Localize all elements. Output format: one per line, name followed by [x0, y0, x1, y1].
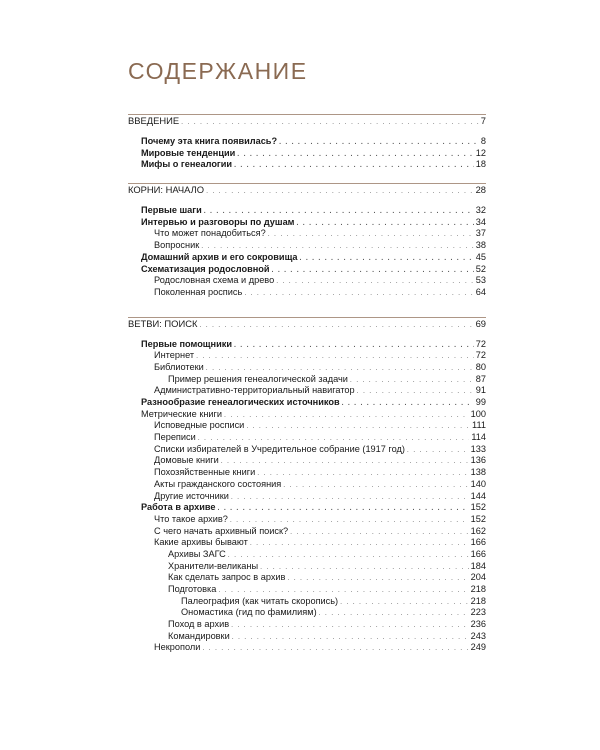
- leader-dots: [231, 492, 469, 504]
- leader-dots: [272, 265, 474, 277]
- leader-dots: [342, 398, 474, 410]
- toc-entry-title: Архивы ЗАГС: [168, 548, 226, 559]
- toc-entry-title: Интернет: [154, 350, 195, 361]
- toc-entry-title: Пример решения генеалогической задачи: [168, 373, 348, 384]
- leader-dots: [296, 218, 473, 230]
- toc-part-roots[interactable]: [128, 184, 486, 196]
- toc-entry-page: 34: [475, 216, 486, 227]
- leader-dots: [244, 288, 473, 300]
- leader-dots: [350, 375, 474, 387]
- toc-entry-title: Первые помощники: [141, 338, 233, 349]
- leader-dots: [232, 632, 469, 644]
- toc-entry-page: 100: [470, 408, 486, 419]
- toc-entry[interactable]: [128, 619, 486, 631]
- section-divider: [128, 183, 486, 184]
- toc-entry-title: Метрические книги: [141, 408, 223, 419]
- toc-entry[interactable]: [128, 467, 486, 479]
- toc-part-intro[interactable]: [128, 115, 486, 127]
- leader-dots: [234, 340, 474, 352]
- leader-dots: [279, 137, 479, 149]
- leader-dots: [340, 597, 469, 609]
- leader-dots: [357, 386, 474, 398]
- toc-entry[interactable]: [128, 275, 486, 287]
- toc-entry-title: Списки избирателей в Учредительное собрание (1917 год): [154, 443, 405, 454]
- toc-entry-title: КОРНИ: НАЧАЛО: [128, 184, 205, 196]
- leader-dots: [237, 149, 473, 161]
- toc-entry[interactable]: [128, 631, 486, 643]
- toc-entry[interactable]: [128, 136, 486, 148]
- toc-entry-page: 69: [475, 317, 486, 329]
- toc-entry-title: Библиотеки: [154, 361, 204, 372]
- toc-entry[interactable]: [128, 397, 486, 409]
- table-of-contents: [128, 114, 486, 654]
- toc-entry-title: Почему эта книга появилась?: [141, 136, 278, 146]
- leader-dots: [407, 445, 469, 457]
- toc-entry-page: 162: [470, 525, 486, 536]
- toc-entry[interactable]: [128, 409, 486, 421]
- toc-entry-page: 38: [475, 240, 486, 251]
- toc-entry-title: Некрополи: [154, 642, 201, 653]
- toc-entry[interactable]: [128, 339, 486, 351]
- toc-entry-page: 166: [470, 537, 486, 548]
- toc-entry[interactable]: [128, 596, 486, 608]
- leader-dots: [181, 117, 479, 129]
- toc-entry[interactable]: [128, 642, 486, 654]
- toc-entry[interactable]: [128, 502, 486, 514]
- toc-part-branches[interactable]: [128, 318, 486, 330]
- toc-entry-title: Интервью и разговоры по душам: [141, 216, 295, 227]
- toc-entry-page: 204: [470, 572, 486, 583]
- toc-entry-title: Подготовка: [168, 584, 217, 594]
- toc-entry-title: Поколенная роспись: [154, 286, 243, 297]
- toc-entry-page: 52: [475, 263, 486, 274]
- toc-entry-page: 138: [470, 467, 486, 478]
- toc-entry-page: 166: [470, 548, 486, 559]
- leader-dots: [319, 608, 469, 620]
- toc-entry[interactable]: [128, 491, 486, 503]
- toc-entry[interactable]: [128, 264, 486, 276]
- toc-entry-page: 64: [475, 286, 486, 297]
- toc-entry-title: Родословная схема и древо: [154, 275, 275, 286]
- toc-entry-page: 28: [475, 184, 486, 196]
- leader-dots: [257, 468, 468, 480]
- toc-entry-title: Командировки: [168, 630, 230, 641]
- page-title: СОДЕРЖАНИЕ: [128, 58, 308, 84]
- toc-entry-page: 114: [471, 432, 486, 443]
- toc-entry-page: 8: [480, 136, 486, 146]
- toc-entry[interactable]: [128, 455, 486, 467]
- toc-entry-title: Домашний архив и его сокровища: [141, 251, 298, 262]
- toc-entry-title: Другие источники: [154, 490, 229, 501]
- toc-entry[interactable]: [128, 420, 486, 432]
- toc-entry-title: Административно-территориальный навигатор: [154, 385, 355, 396]
- toc-entry-page: 32: [475, 205, 486, 216]
- toc-entry-title: Поход в архив: [168, 619, 230, 630]
- toc-entry[interactable]: [128, 287, 486, 299]
- toc-entry-page: 91: [475, 385, 486, 396]
- toc-entry-page: 80: [475, 361, 486, 372]
- toc-entry-page: 45: [475, 251, 486, 262]
- toc-entry[interactable]: [128, 362, 486, 374]
- toc-entry[interactable]: [128, 549, 486, 561]
- leader-dots: [224, 410, 469, 422]
- leader-dots: [300, 253, 474, 265]
- toc-entry-page: 184: [470, 560, 486, 571]
- toc-entry[interactable]: [128, 584, 486, 596]
- toc-entry-title: Исповедные росписи: [154, 420, 245, 431]
- toc-entry[interactable]: [128, 148, 486, 160]
- toc-entry[interactable]: [128, 561, 486, 573]
- toc-entry-page: 140: [470, 478, 486, 489]
- leader-dots: [283, 480, 468, 492]
- toc-entry-page: 136: [470, 455, 486, 466]
- toc-entry-title: Акты гражданского состояния: [154, 478, 282, 489]
- toc-entry-page: 223: [470, 607, 486, 618]
- section-divider: [128, 114, 486, 115]
- toc-entry-page: 236: [470, 619, 486, 630]
- leader-dots: [260, 562, 469, 574]
- toc-entry-title: Мировые тенденции: [141, 147, 236, 158]
- toc-entry[interactable]: [128, 217, 486, 229]
- toc-entry-title: Что может понадобиться?: [154, 228, 266, 239]
- toc-entry[interactable]: [128, 240, 486, 252]
- section-divider: [128, 317, 486, 318]
- toc-entry[interactable]: [128, 159, 486, 171]
- leader-dots: [231, 620, 469, 632]
- toc-entry[interactable]: [128, 205, 486, 217]
- toc-entry-title: Хранители-великаны: [168, 560, 259, 571]
- toc-entry[interactable]: [128, 228, 486, 240]
- toc-entry-page: 18: [475, 159, 486, 170]
- toc-entry-title: ВВЕДЕНИЕ: [128, 115, 180, 126]
- toc-entry[interactable]: [128, 444, 486, 456]
- toc-entry-title: Мифы о генеалогии: [141, 159, 233, 170]
- leader-dots: [246, 421, 470, 433]
- toc-entry-page: 218: [470, 584, 486, 594]
- leader-dots: [202, 643, 468, 655]
- toc-entry-page: 99: [475, 397, 486, 407]
- leader-dots: [221, 456, 469, 468]
- leader-dots: [218, 503, 469, 515]
- toc-entry-page: 144: [470, 490, 486, 501]
- toc-entry-title: Переписи: [154, 432, 196, 443]
- toc-entry-page: 53: [475, 275, 486, 286]
- toc-entry-title: Похозяйственные книги: [154, 467, 256, 478]
- toc-entry[interactable]: [128, 537, 486, 549]
- toc-entry[interactable]: [128, 385, 486, 397]
- toc-entry-page: 87: [475, 373, 486, 384]
- toc-entry-page: 12: [475, 147, 486, 158]
- toc-entry[interactable]: [128, 526, 486, 538]
- leader-dots: [290, 527, 469, 539]
- leader-dots: [268, 229, 474, 241]
- toc-entry-page: 152: [470, 502, 486, 513]
- toc-entry-title: Ономастика (гид по фамилиям): [181, 607, 317, 618]
- toc-entry[interactable]: [128, 432, 486, 444]
- toc-entry-title: Какие архивы бывают: [154, 537, 248, 548]
- toc-entry[interactable]: [128, 479, 486, 491]
- leader-dots: [206, 186, 474, 198]
- toc-entry-page: 249: [470, 642, 486, 653]
- toc-entry[interactable]: [128, 607, 486, 619]
- toc-entry-page: 152: [470, 513, 486, 524]
- toc-entry-title: Домовые книги: [154, 455, 219, 466]
- leader-dots: [250, 538, 469, 550]
- leader-dots: [196, 351, 474, 363]
- toc-entry-title: Как сделать запрос в архив: [168, 572, 286, 583]
- toc-entry-title: ВЕТВИ: ПОИСК: [128, 317, 198, 329]
- toc-entry[interactable]: [128, 514, 486, 526]
- toc-entry-page: 37: [475, 228, 486, 239]
- toc-entry-title: Что такое архив?: [154, 513, 228, 524]
- toc-entry-title: Палеография (как читать скоропись): [181, 595, 339, 606]
- leader-dots: [228, 550, 469, 562]
- toc-entry[interactable]: [128, 572, 486, 584]
- toc-entry-title: Вопросник: [154, 240, 200, 251]
- toc-entry-page: 218: [470, 595, 486, 606]
- toc-entry-title: Разнообразие генеалогических источников: [141, 397, 340, 407]
- toc-entry-page: 111: [472, 420, 486, 431]
- toc-entry-page: 133: [470, 443, 486, 454]
- leader-dots: [276, 276, 474, 288]
- toc-entry-page: 72: [475, 350, 486, 361]
- toc-entry-page: 243: [470, 630, 486, 641]
- toc-entry-title: С чего начать архивный поиск?: [154, 525, 289, 536]
- leader-dots: [234, 160, 474, 172]
- toc-entry[interactable]: [128, 374, 486, 386]
- toc-entry-title: Первые шаги: [141, 205, 202, 216]
- toc-entry-title: Работа в архиве: [141, 502, 216, 513]
- toc-entry[interactable]: [128, 252, 486, 264]
- leader-dots: [287, 573, 468, 585]
- toc-entry-page: 72: [475, 338, 486, 349]
- toc-entry[interactable]: [128, 350, 486, 362]
- toc-entry-title: Схематизация родословной: [141, 263, 270, 274]
- leader-dots: [199, 320, 473, 332]
- toc-entry-page: 7: [480, 115, 486, 126]
